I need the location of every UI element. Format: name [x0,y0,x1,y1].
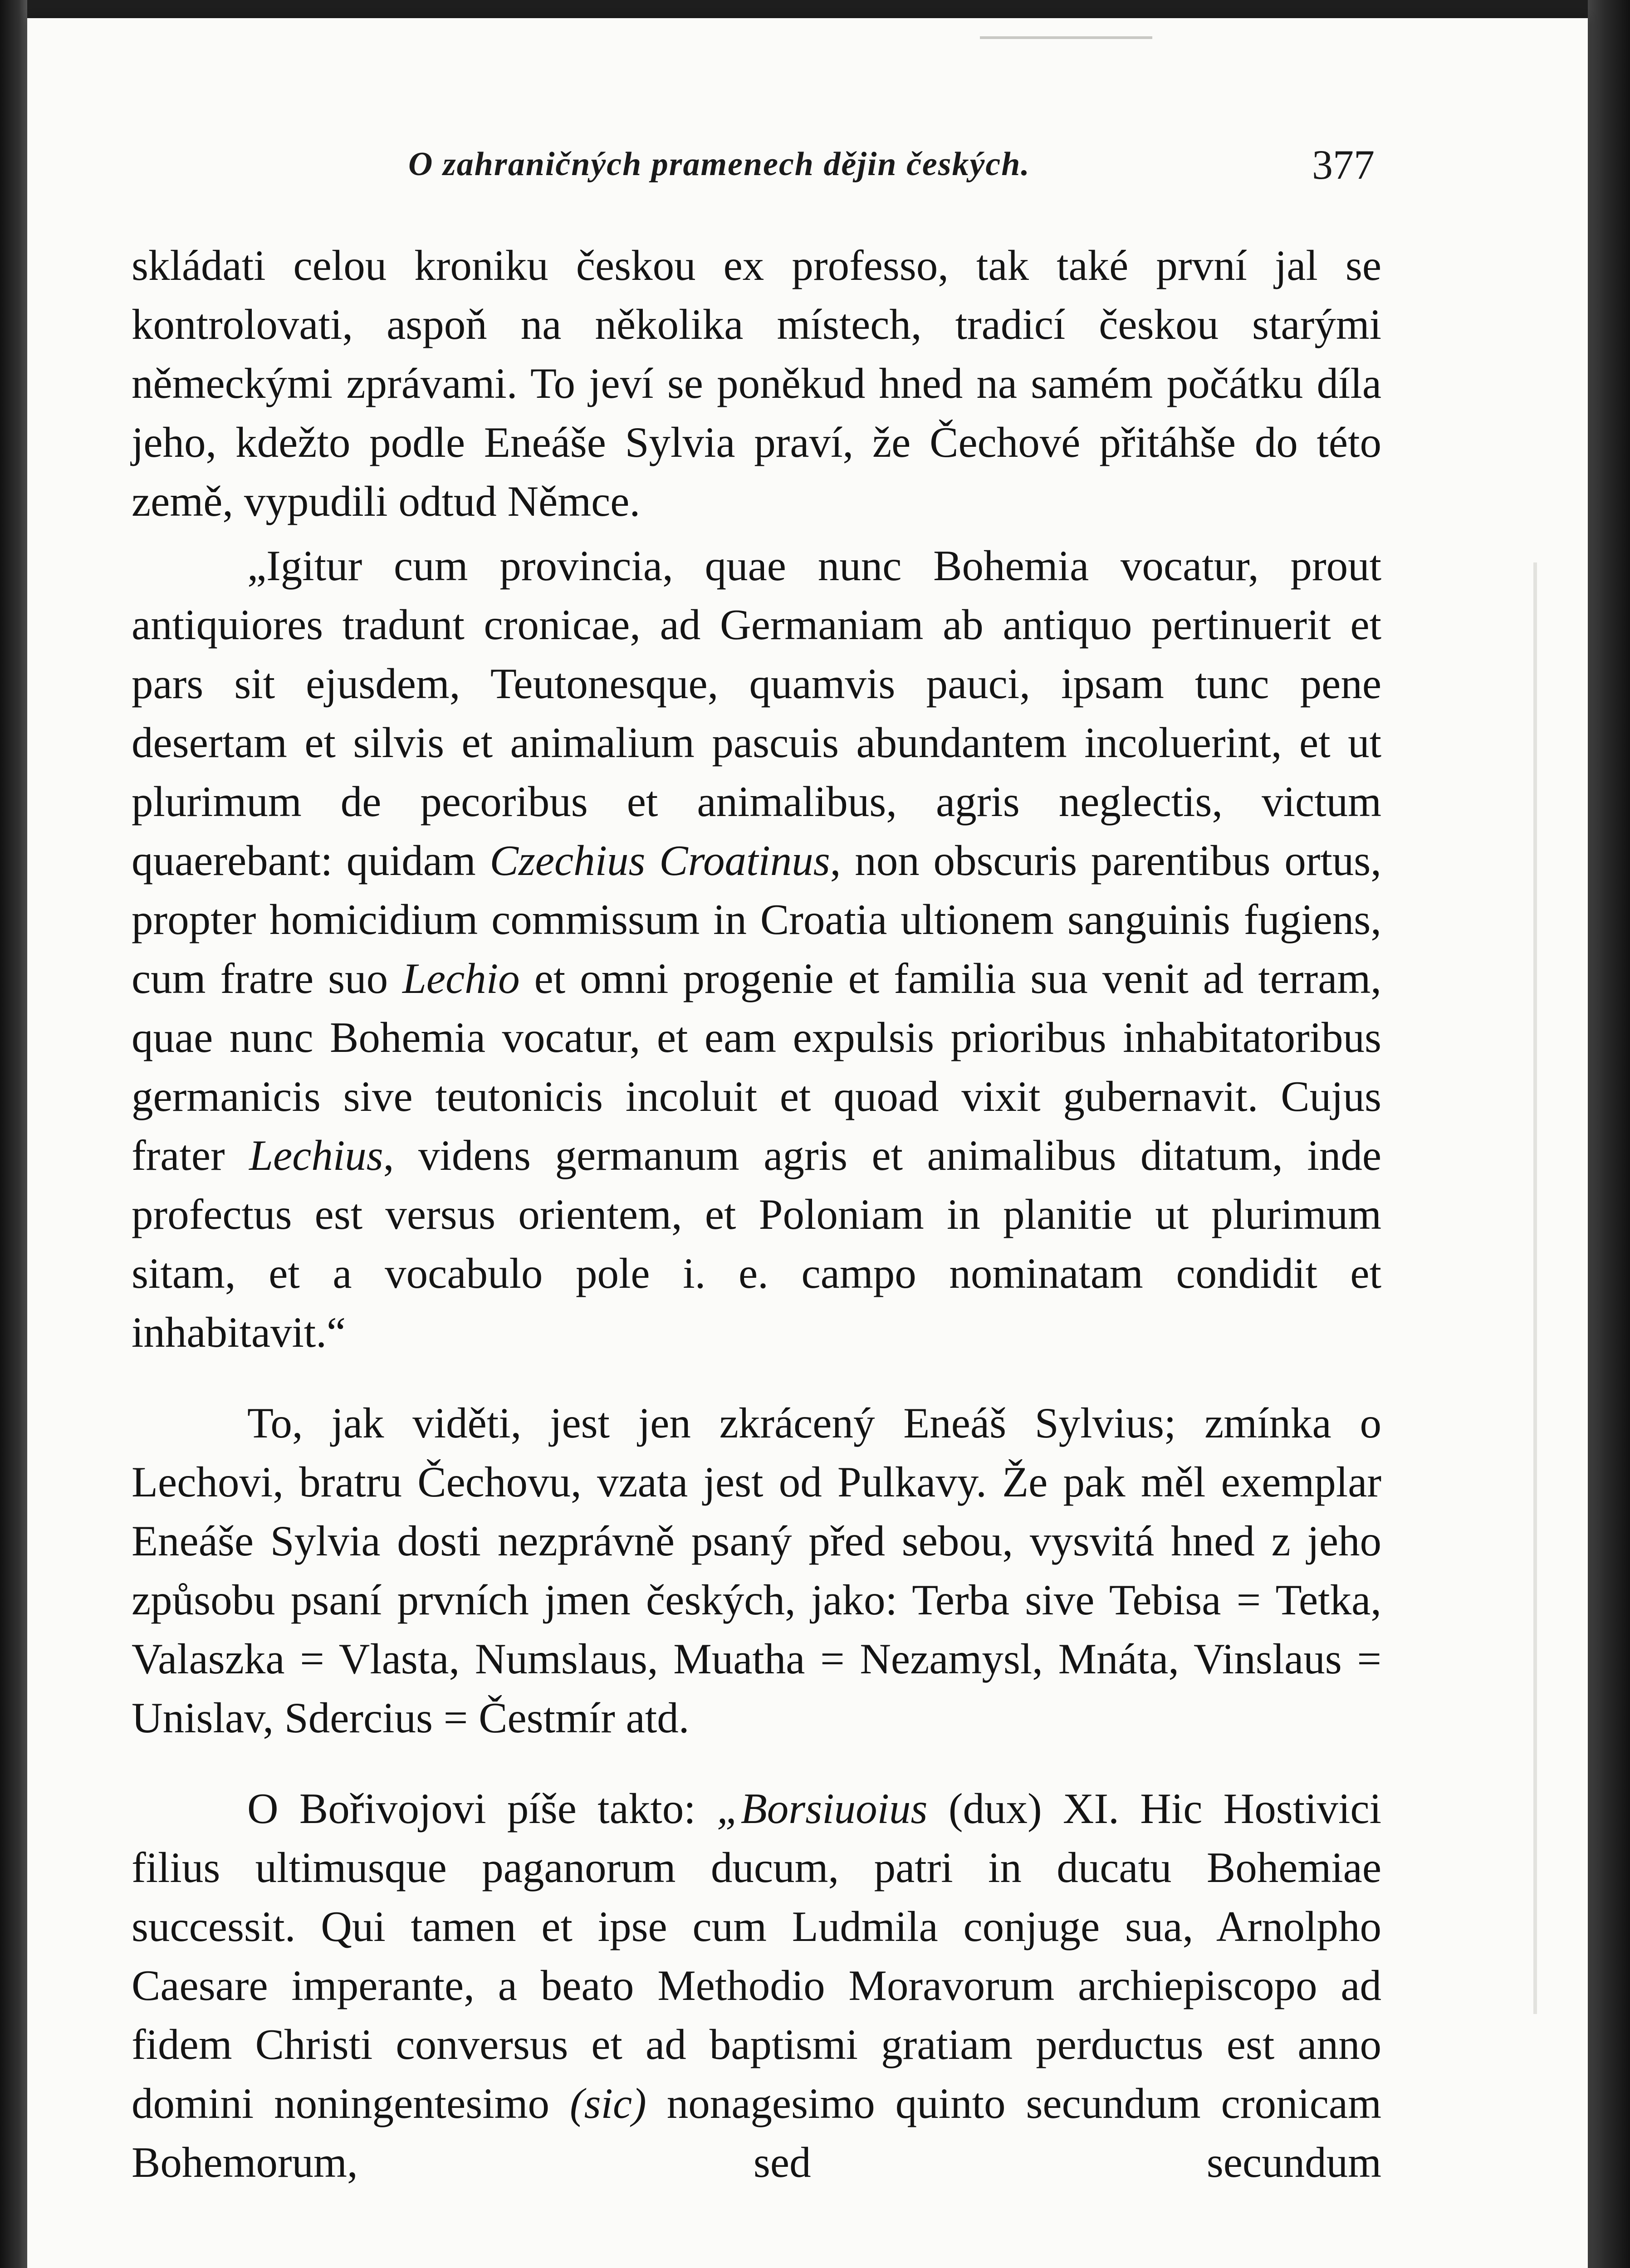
page-fold-shadow [1533,562,1537,2014]
page-number: 377 [1312,142,1375,188]
scan-smudge [980,36,1152,39]
running-title: O zahraničných pramenech dějin českých. [408,146,1030,183]
name-lechio: Lechio [402,954,520,1002]
paragraph-4-text-a: O Bořivojovi píše takto: [247,1784,696,1833]
quote-text-b: , non obscuris parentibus ortus, propter homicidium commissum in Croatia ultionem sanguinis fugiens, cum fratre suo [132,836,1381,1002]
quote-text-c: et omni progenie et familia sua venit ad terram, quae nunc Bohemia vocatur, et eam expulsis prioribus inhabitatoribus germanicis sive teutonicis incoluit et quoad vixit gubernavit. Cujus frater [132,954,1381,1179]
paragraph-4-text-c: nonagesimo quinto secundum cronicam Bohemorum, sed secundum [132,2079,1381,2186]
quote-text-a: „Igitur cum provincia, quae nunc Bohemia vocatur, prout antiquiores tradunt cronicae, ad Germaniam ab antiquo pertinuerit et pars sit ejusdem, Teutonesque, quamvis pauci, ipsam tunc pene desertam et silvis et animalium pascuis abundantem incoluerint, et ut plurimum de pecoribus et animalibus, agris neglectis, victum quaerebant: quidam [132,542,1381,885]
paragraph-1-text: skládati celou kroniku českou ex professo, tak také první jal se kontrolovati, aspoň na několika místech, tradicí českou starými německými zprávami. To jeví se poněkud hned na samém počátku díla jeho, kdežto podle Eneáše Sylvia praví, že Čechové přitáhše do této země, vypudili odtud Němce. [132,241,1381,525]
scan-border-right [1588,0,1630,2268]
paragraph-2-quote [132,536,1381,1362]
body-text [132,236,1381,2192]
paragraph-3-text: To, jak viděti, jest jen zkrácený Eneáš Sylvius; zmínka o Lechovi, bratru Čechovu, vzata jest od Pulkavy. Že pak měl exemplar Eneáše Sylvia dosti nezprávně psaný před sebou, vysvitá hned z jeho způsobu psaní prvních jmen českých, jako: Terba sive Tebisa = Tetka, Valaszka = Vlasta, Numslaus, Muatha = Nezamysl, Mnáta, Vinslaus = Unislav, Sdercius = Čestmír atd. [132,1399,1381,1742]
name-borsiuoius: „Borsiuoius [716,1784,928,1833]
name-lechius: Lechius [249,1131,383,1179]
page-header [104,136,1375,191]
sic-note: (sic) [569,2079,646,2127]
paragraph-4 [132,1779,1381,2192]
paragraph-3 [132,1393,1381,1747]
paragraph-1 [132,236,1381,531]
scan-border-left [0,0,27,2268]
quote-text-d: , videns germanum agris et animalibus ditatum, inde profectus est versus orientem, et Poloniam in planitie ut plurimum sitam, et a vocabulo pole i. e. campo nominatam condidit et inhabitavit.“ [132,1131,1381,1356]
scan-border-top [0,0,1630,18]
name-czechius: Czechius Croatinus [489,836,830,885]
paragraph-4-text-b: (dux) XI. Hic Hostivici filius ultimusque paganorum ducum, patri in ducatu Bohemiae successit. Qui tamen et ipse cum Ludmila conjuge sua, Arnolpho Caesare imperante, a beato Methodio Moravorum archiepiscopo ad fidem Christi conversus et ad baptismi gratiam perductus est anno domini noningentesimo [132,1784,1381,2127]
